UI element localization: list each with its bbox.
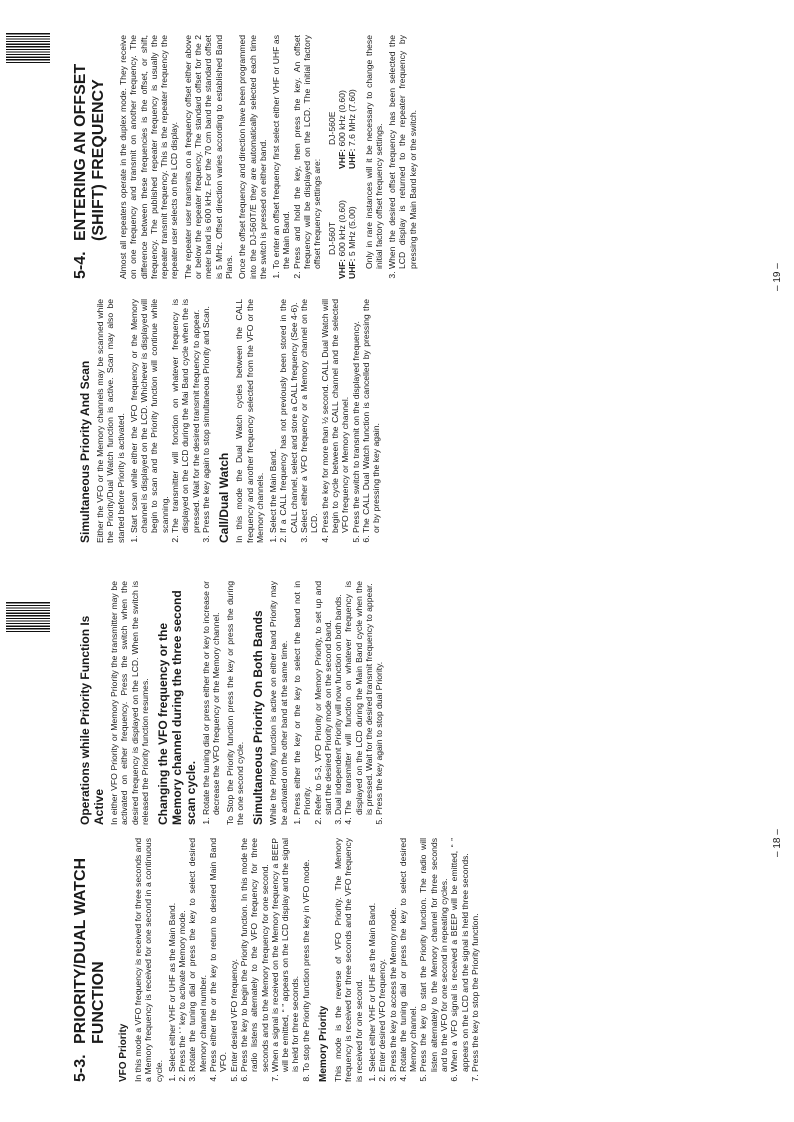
list-item: 5. Press the key again to stop dual Priority. [374,581,384,815]
call-dual-watch-steps [268,299,381,543]
vfo-priority-heading: VFO Priority [118,1023,129,1082]
simultaneous-scan-heading: Simultaneous Priority And Scan [78,360,92,543]
vhf-label: VHF: [336,148,347,169]
memory-priority-steps [367,838,480,1082]
uhf-value: 5 MHz (5.00) [347,206,358,257]
list-item: 1. Rotate the tuning dial or press either the or key to increase or decrease the VFO frequency or the Memory channel. [201,581,222,815]
changing-vfo-heading: Changing the VFO frequency or the Memory channel during the three second scan cycle. [156,590,199,825]
list-item: 3. Press the key again to stop simultaneous Priority and Scan. [201,299,211,533]
simultaneous-both-steps [292,581,385,825]
page-18 [0,561,794,1122]
operations-heading: Operations while Priority Function Is Active [78,615,106,825]
list-item: 6. The CALL Dual Watch function is cancelled by pressing the or by pressing the key again. [361,299,382,533]
model-label: DJ-560E [326,111,337,145]
list-item: 1. Press either the key or the key to select the band not in Priority. [292,581,313,815]
page19-column-2 [72,35,421,279]
list-item: 3. Select either a VFO frequency or a Memory channel on the LCD. [299,299,320,533]
simultaneous-both-intro: While the Priority function is active on either band Priority may be activated on the other band at the same time. [268,581,289,825]
list-item: 6. When a VFO signal is received a BEEP will be emitted, “ ” appears on the LCD and the signal is held three seconds. [449,838,470,1072]
section-title-line2: FUNCTION [90,961,107,1044]
offset-paragraph-1: Almost all repeaters operate in the duplex mode. They receive on one frequency and transmit on another frequency. The difference between these frequencies is the offset, or shift, frequency. The published repeater frequency is usually the repeater transmit frequency. This is the repeater frequency the repeater user selects on the LCD display. [118,35,180,279]
page18-column-1 [72,838,483,1082]
list-item: 2. Enter desired VFO frequency. [377,838,387,1072]
memory-priority-intro: This mode is the reverse of VFO Priority. The Memory frequency is received for three seconds and the VFO frequency is received for one second. [333,838,364,1082]
offset-paragraph-2: The repeater user transmits on a frequency offset either above or below the repeater frequency. The standard offset for the 2 meter band is 600 kHz. For the 70 cm band the standard offset is 5 MHz. Offset direction varies according to established Band Plans. [182,35,234,279]
page-number-19: – 19 – [772,263,783,291]
spec-row [337,169,347,279]
offset-steps [271,35,322,279]
spec-row [347,169,357,279]
list-item: 4. Press the key for more than ½ second. CALL Dual Watch will begin to cycle between the CALL channel and the selected VFO frequency or Memory channel. [320,299,351,533]
section-number: 5-4. [72,251,89,279]
page18-column-2 [72,581,388,825]
operations-intro: In either VFO Priority or Memory Priority the transmitter may be activated on either frequency. Press the switch when the desired frequency is displayed on the LCD. When the switch is released the Priority function resumes. [109,581,150,825]
list-item: 8. To stop the Priority function press the key in VFO mode. [301,838,311,1072]
list-item: 2. The transmitter will fonction on whatever frequency is displayed on the LCD during the Mai Band cycle when the is pressed. Wait for the desired transmit frequency to appear. [170,299,201,533]
list-item: 5. Press the key to start the Priority function. The radio will listen alternately to the Memory channel for three seconds and to the VFO for one second in repeating cycles. [418,838,449,1072]
section-title-line2: (SHIFT) FREQUENCY [90,79,107,241]
list-item: 7. When a signal is received on the Memory frequency a BEEP will be emitted, “ ” appears on the LCD display and the signal is held for three seconds. [270,838,301,1072]
call-dual-watch-heading: Call/Dual Watch [217,452,232,543]
vfo-priority-steps [167,838,311,1082]
list-item: 4. The transmitter will function on whatever frequency is displayed on the LCD during the Main Band cycle when the is pressed. Wait for the desired transmit frequency to appear. [343,581,374,815]
list-item: 2. Refer to 5-3, VFO Priority or Memory Priority, to set up and start the desired Priority mode on the second band. [313,581,334,815]
list-item: 3. Dual independent Priority will now function on both bands. [333,581,343,815]
offset-note: Only in rare instances will it be necessary to change these initial factory offset frequency settings. [363,35,384,269]
simultaneous-scan-steps [129,299,211,543]
list-item: 1. Select the Main Band. [268,299,278,533]
section-5-3-heading [72,838,108,1082]
spec-row [347,59,357,169]
simultaneous-both-bands-heading: Simultaneous Priority On Both Bands [251,610,266,825]
model-label: DJ-560T [326,222,337,255]
list-item: 3. Rotate the tuning dial or press the key to select desired Memory channel number. [187,838,208,1072]
offset-paragraph-3: Once the offset frequency and direction have been programmed into the DJ-560T/E they are automatically selected each time the switch is pressed on either band. [237,35,268,279]
list-item: 4. Press either the or the key to return to desired Main Band VFO. [208,838,229,1072]
vhf-label: VHF: [336,258,347,279]
list-item: 1. Select either VHF or UHF as the Main Band. [367,838,377,1072]
memory-priority-heading: Memory Priority [318,1005,330,1082]
simultaneous-scan-intro: Either the VFO or the Memory channels may be scanned while the Priority/Dual Watch function is active. Scan may also be started before Priority is activated. [95,299,126,543]
section-5-4-heading [72,35,108,279]
uhf-label: UHF: [347,258,358,279]
vhf-value: 600 kHz (0.60) [336,90,347,147]
list-item: 5. Press the switch to transmit on the displayed frequency. [351,299,361,533]
list-item: 1. To enter an offset frequency first select either VHF or UHF as the Main Band. [271,35,292,269]
page-number-18: – 18 – [772,829,783,857]
barcode-mark [6,602,50,632]
list-item: 1. Start scan while either the VFO frequency or the Memory channel is displayed on the LCD. Whichever is displayed will begin to scan and the Priority function will continue while scanning. [129,299,170,533]
changing-steps [201,581,222,825]
list-item: 7. Press the key to stop the Priority function. [470,838,480,1072]
list-item: 2. Press and hold the key, then press the key. An offset frequency will be displayed on the LCD. The initial factory offset frequency settings are: [292,35,323,269]
stop-priority-text: To Stop the Priority function press the key or press the during the one second cycle. [224,581,246,825]
vhf-value: 600 kHz (0.60) [336,200,347,257]
list-item: 1. Select either VHF or UHF as the Main Band. [167,838,177,1072]
barcode-mark [6,33,50,63]
vfo-priority-intro: In this mode a VFO frequency is received for three seconds and a Memory frequency is received for one second in a continuous cycle. [133,838,164,1082]
list-item: 6. Press the key to begin the Priority function. In this mode the radio listens alternately to the VFO frequency for three seconds and to the Memory frequency for one second. [239,838,270,1072]
call-dual-watch-intro: In this mode the Dual Watch cycles between the CALL frequency and another frequency selected from the VFO or the Memory channels. [234,299,265,543]
spec-row [337,59,347,169]
list-item: 5. Enter desired VFO frequency. [229,838,239,1072]
offset-settings-table [327,35,358,279]
section-number: 5-3. [72,1054,89,1082]
list-item: 2. If a CALL frequency has not previously been stored in the CALL channel, select and store a CALL frequency (See 4-6). [278,299,299,533]
page19-column-1 [72,299,384,543]
offset-steps-continued [387,35,418,279]
uhf-label: UHF: [347,148,358,169]
section-title-line1: PRIORITY/DUAL WATCH [72,857,89,1044]
uhf-value: 7.6 MHz (7.60) [347,89,358,147]
list-item: 2. Press the ‘ ’ key to activate Memory mode. [177,838,187,1072]
list-item: 3. When the desired offset frequency has been selected the LCD display is returned to the repeater frequency by pressing the Main Band key or the switch. [387,35,418,269]
list-item: 4. Rotate the tuning dial or press the key to select desired Memory channel. [398,838,419,1072]
list-item: 3. Press the key to access the Memory mode. [388,838,398,1072]
section-title-line1: ENTERING AN OFFSET [72,63,89,241]
